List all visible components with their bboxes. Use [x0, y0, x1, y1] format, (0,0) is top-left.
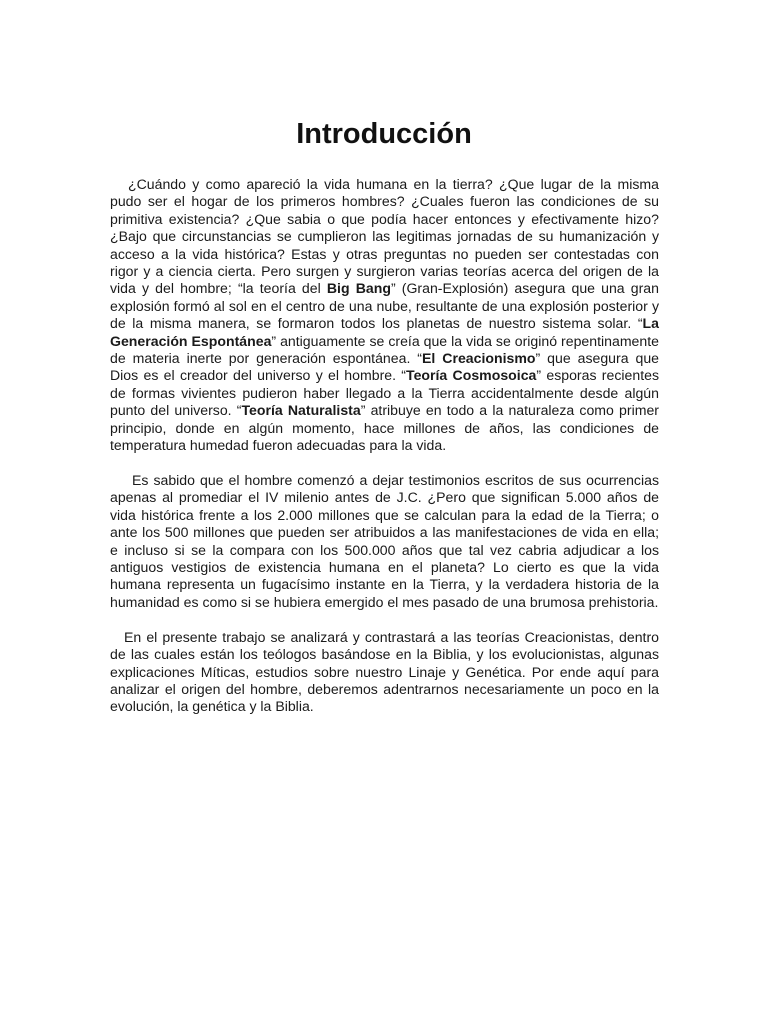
document-body [110, 176, 659, 716]
paragraph-text: ” esporas recientes de formas vivientes pudieron haber llegado a la Tierra accidentalmente desde algún punto del universo. “ [110, 367, 659, 419]
paragraph-text: ¿Cuándo y como apareció la vida humana en la tierra? ¿Que lugar de la misma pudo ser el hogar de los primeros hombres? ¿Cuales fueron las condiciones de su primitiva existencia? ¿Que sabia o que podía hacer entonces y efectivamente hizo? ¿Bajo que circunstancias se cumplieron las legitimas jornadas de su humanización y acceso a la vida histórica? Estas y otras preguntas no pueden ser contestadas con rigor y a ciencia cierta. Pero surgen y surgieron varias teorías acerca del origen de la vida y del hombre; “la teoría del [110, 176, 659, 297]
paragraph-text: ” (Gran-Explosión) asegura que una gran explosión formó al sol en el centro de una nube, resultante de una explosión posterior y de la misma manera, se formaron todos los planetas de nuestro sistema solar. “ [110, 280, 659, 332]
term-teoria-cosmosoica: Teoría Cosmosoica [406, 367, 537, 384]
term-generacion-espontanea: La Generación Espontánea [110, 315, 659, 349]
paragraph-intro-questions [110, 176, 659, 455]
term-creacionismo: El Creacionismo [422, 350, 536, 367]
paragraph-text: ” que asegura que Dios es el creador del universo y el hombre. “ [110, 350, 660, 384]
paragraph-text: ” antiguamente se creía que la vida se originó repentinamente de materia inerte por generación espontánea. “ [110, 332, 659, 367]
paragraph-present-work: En el presente trabajo se analizará y contrastará a las teorías Creacionistas, dentro de las cuales están los teólogos basándose en la Biblia, y los evolucionistas, algunas explicaciones Míticas, estudios sobre nuestro Linaje y Genética. Por ende aquí para analizar el origen del hombre, deberemos adentrarnos necesariamente un poco en la evolución, la genética y la Biblia. [110, 628, 659, 715]
page-title: Introducción [296, 118, 472, 150]
paragraph-text: ” atribuye en todo a la naturaleza como primer principio, donde en algún momento, hace millones de años, las condiciones de temperatura humedad fueron adecuadas para la vida. [110, 402, 659, 454]
paragraph-written-history: Es sabido que el hombre comenzó a dejar testimonios escritos de sus ocurrencias apenas al promediar el IV milenio antes de J.C. ¿Pero que significan 5.000 años de vida histórica frente a los 2.000 millones que se calculan para la edad de la Tierra; o ante los 500 millones que pueden ser atribuidos a las manifestaciones de vida en ella; e incluso si se la compara con los 500.000 años que tal vez cabria adjudicar a los antiguos vestigios de existencia humana en el planeta? Lo cierto es que la vida humana representa un fugacísimo instante en la Tierra, y la verdadera historia de la humanidad es como si se hubiera emergido el mes pasado de una brumosa prehistoria. [110, 472, 659, 610]
term-teoria-naturalista: Teoría Naturalista [241, 402, 361, 419]
term-big-bang: Big Bang [326, 280, 391, 297]
